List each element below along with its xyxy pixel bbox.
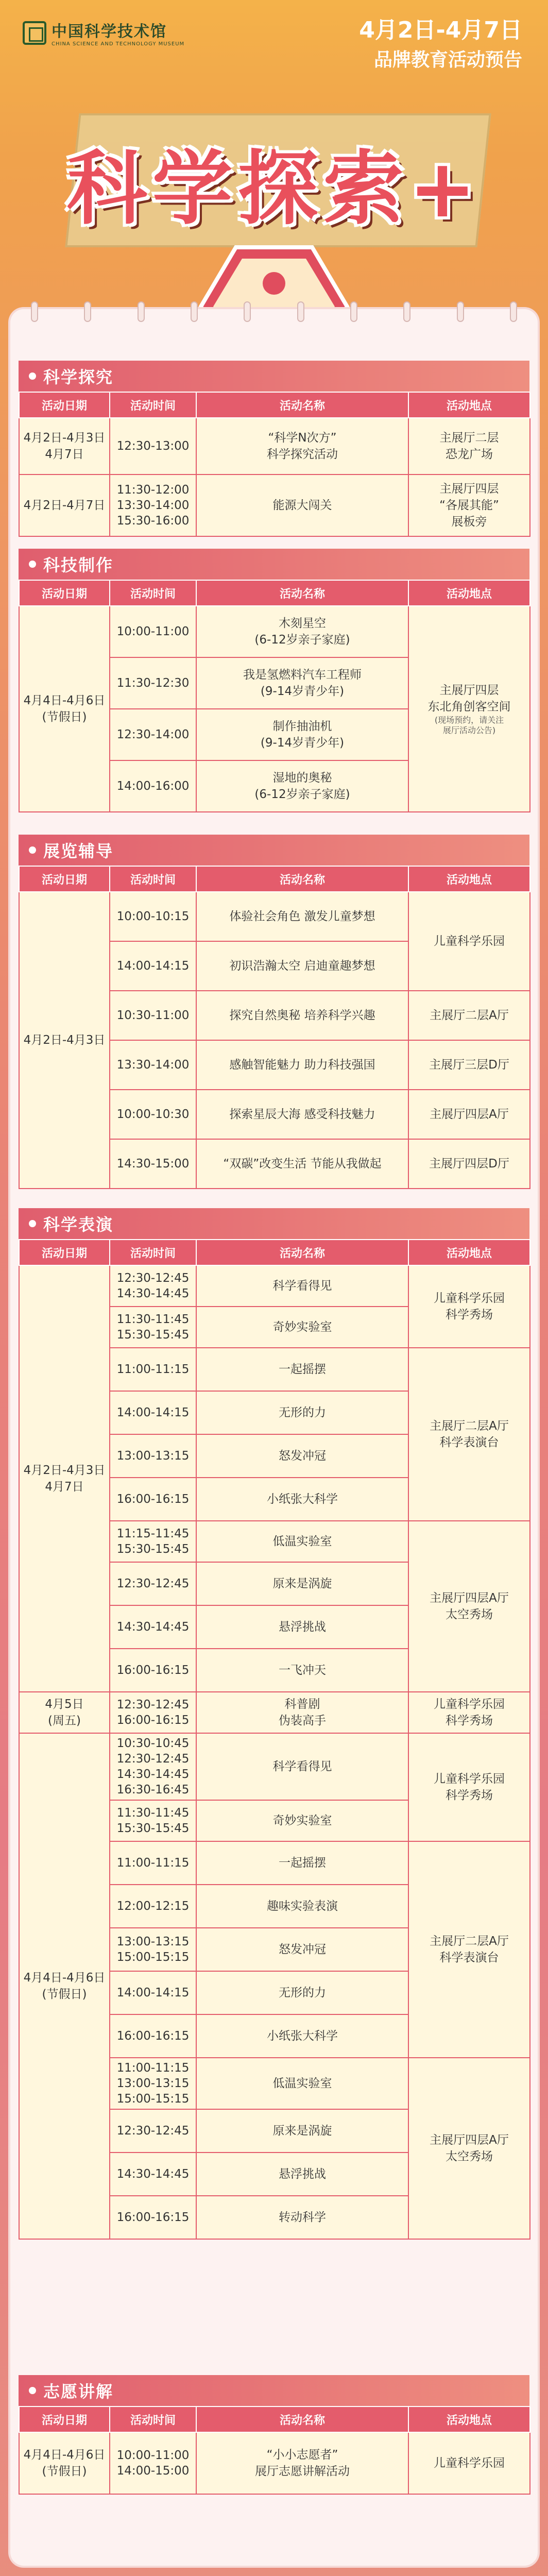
time-cell: 14:00-14:15	[110, 1971, 196, 2014]
place-cell: 主展厅四层D厅	[408, 1139, 530, 1189]
time-cell: 11:00-11:15 13:00-13:15 15:00-15:15	[110, 2058, 196, 2109]
time-cell: 12:30-12:45 16:00-16:15	[110, 1692, 196, 1733]
table-row	[19, 892, 530, 941]
bullet-icon	[29, 372, 36, 380]
date-cell: 4月4日-4月6日 (节假日)	[19, 1733, 110, 2239]
logo-subtext: CHINA SCIENCE AND TECHNOLOGY MUSEUM	[52, 41, 185, 47]
table-row	[19, 418, 530, 474]
column-header: 活动日期	[19, 866, 110, 892]
activity-cell: 低温实验室	[196, 2058, 408, 2109]
activity-cell: 奇妙实验室	[196, 1307, 408, 1348]
ring	[84, 301, 91, 322]
time-cell: 11:30-12:00 13:30-14:00 15:30-16:00	[110, 474, 196, 536]
section-header	[19, 2375, 529, 2406]
bullet-icon	[29, 1220, 36, 1227]
ring	[403, 301, 410, 322]
place-cell: 主展厅二层 恐龙广场	[408, 418, 530, 474]
time-cell: 14:30-14:45	[110, 1605, 196, 1649]
activity-cell: 体验社会角色 激发儿童梦想	[196, 892, 408, 941]
time-cell: 10:00-10:30	[110, 1090, 196, 1139]
binder-rings	[31, 301, 517, 322]
table-row	[19, 2432, 530, 2494]
activity-cell: 感触智能魅力 助力科技强国	[196, 1040, 408, 1090]
bullet-icon	[29, 561, 36, 568]
page-header	[0, 0, 548, 330]
ring	[510, 301, 517, 322]
activity-cell: 一起摇摆	[196, 1348, 408, 1391]
ring	[457, 301, 464, 322]
time-cell: 16:00-16:15	[110, 2196, 196, 2239]
activity-cell: 制作抽油机 (9-14岁青少年)	[196, 709, 408, 760]
column-header: 活动时间	[110, 580, 196, 606]
bullet-icon	[29, 846, 36, 854]
date-cell: 4月2日-4月7日	[19, 474, 110, 536]
time-cell: 14:00-16:00	[110, 760, 196, 812]
ring	[191, 301, 198, 322]
activity-cell: 科普剧 伪装高手	[196, 1692, 408, 1733]
table-header-row	[19, 866, 530, 892]
column-header: 活动日期	[19, 2406, 110, 2432]
place-cell: 主展厅三层D厅	[408, 1040, 530, 1090]
place-cell: 主展厅二层A厅	[408, 991, 530, 1040]
place-cell: 儿童科学乐园 科学秀场	[408, 1733, 530, 1841]
time-cell: 14:00-14:15	[110, 941, 196, 991]
column-header: 活动名称	[196, 1240, 408, 1265]
section-header	[19, 1208, 529, 1239]
date-cell: 4月4日-4月6日 (节假日)	[19, 606, 110, 812]
activity-cell: 一飞冲天	[196, 1649, 408, 1692]
table-row	[19, 1733, 530, 1800]
ring	[297, 301, 304, 322]
column-header: 活动地点	[408, 392, 530, 418]
activity-cell: 趣味实验表演	[196, 1885, 408, 1928]
column-header: 活动时间	[110, 1240, 196, 1265]
table-header-row	[19, 392, 530, 418]
section-header	[19, 549, 529, 580]
ring	[138, 301, 145, 322]
place-cell: 儿童科学乐园 科学秀场	[408, 1692, 530, 1733]
date-cell: 4月4日-4月6日 (节假日)	[19, 2432, 110, 2494]
column-header: 活动名称	[196, 866, 408, 892]
time-cell: 12:30-14:00	[110, 709, 196, 760]
time-cell: 11:15-11:45 15:30-15:45	[110, 1521, 196, 1562]
activity-cell: 木刻星空 (6-12岁亲子家庭)	[196, 606, 408, 657]
time-cell: 11:00-11:15	[110, 1841, 196, 1885]
section-title: 展览辅导	[43, 841, 114, 861]
time-cell: 14:00-14:15	[110, 1391, 196, 1434]
time-cell: 16:00-16:15	[110, 1649, 196, 1692]
time-cell: 10:00-10:15	[110, 892, 196, 941]
column-header: 活动名称	[196, 392, 408, 418]
time-cell: 13:30-14:00	[110, 1040, 196, 1090]
column-header: 活动时间	[110, 392, 196, 418]
place-cell: 主展厅二层A厅 科学表演台	[408, 1348, 530, 1521]
table-row	[19, 1265, 530, 1307]
time-cell: 12:00-12:15	[110, 1885, 196, 1928]
column-header: 活动地点	[408, 2406, 530, 2432]
activity-cell: 我是氢燃料汽车工程师 (9-14岁青少年)	[196, 657, 408, 709]
time-cell: 16:00-16:15	[110, 1478, 196, 1521]
section-header	[19, 361, 529, 392]
section-title: 科学表演	[43, 1215, 114, 1234]
section-title: 志愿讲解	[43, 2382, 114, 2401]
table-header-row	[19, 2406, 530, 2432]
date-cell: 4月5日 (周五)	[19, 1692, 110, 1733]
place-cell: 儿童科学乐园 科学秀场	[408, 1265, 530, 1348]
time-cell: 16:00-16:15	[110, 2014, 196, 2058]
time-cell: 13:00-13:15	[110, 1434, 196, 1478]
column-header: 活动地点	[408, 580, 530, 606]
place-note: (现场预约，请关注 展厅活动公告)	[434, 715, 504, 735]
logo-text: 中国科学技术馆	[52, 23, 167, 41]
activity-cell: “小小志愿者” 展厅志愿讲解活动	[196, 2432, 408, 2494]
place-cell: 主展厅四层 东北角创客空间 (现场预约，请关注 展厅活动公告)	[408, 606, 530, 812]
activity-cell: 小纸张大科学	[196, 2014, 408, 2058]
time-cell: 10:30-11:00	[110, 991, 196, 1040]
place-cell: 主展厅四层 “各展其能” 展板旁	[408, 474, 530, 536]
table-header-row	[19, 580, 530, 606]
activity-cell: 探究自然奥秘 培养科学兴趣	[196, 991, 408, 1040]
activity-cell: 悬浮挑战	[196, 1605, 408, 1649]
column-header: 活动名称	[196, 2406, 408, 2432]
activity-cell: 怒发冲冠	[196, 1928, 408, 1971]
column-header: 活动名称	[196, 580, 408, 606]
section-title: 科学探究	[43, 367, 114, 387]
column-header: 活动时间	[110, 866, 196, 892]
time-cell: 14:30-14:45	[110, 2153, 196, 2196]
table-row	[19, 606, 530, 657]
schedule-table	[19, 580, 530, 812]
subtitle: 品牌教育活动预告	[373, 49, 522, 71]
logo-icon	[23, 21, 46, 45]
activity-cell: 原来是涡旋	[196, 2109, 408, 2153]
place-cell: 儿童科学乐园	[408, 892, 530, 991]
date-cell: 4月2日-4月3日	[19, 892, 110, 1189]
column-header: 活动日期	[19, 392, 110, 418]
time-cell: 11:30-12:30	[110, 657, 196, 709]
activity-cell: “科学N次方” 科学探究活动	[196, 418, 408, 474]
activity-cell: 一起摇摆	[196, 1841, 408, 1885]
table-header-row	[19, 1240, 530, 1265]
activity-cell: 奇妙实验室	[196, 1800, 408, 1841]
place-cell: 主展厅二层A厅 科学表演台	[408, 1841, 530, 2058]
activity-cell: 无形的力	[196, 1971, 408, 2014]
activity-cell: 探索星辰大海 感受科技魅力	[196, 1090, 408, 1139]
table-row	[19, 474, 530, 536]
time-cell: 13:00-13:15 15:00-15:15	[110, 1928, 196, 1971]
time-cell: 12:30-12:45 14:30-14:45	[110, 1265, 196, 1307]
date-cell: 4月2日-4月3日 4月7日	[19, 418, 110, 474]
activity-cell: 初识浩瀚太空 启迪童趣梦想	[196, 941, 408, 991]
time-cell: 10:00-11:00	[110, 606, 196, 657]
time-cell: 10:00-11:00 14:00-15:00	[110, 2432, 196, 2494]
schedule-table	[19, 2406, 530, 2495]
column-header: 活动时间	[110, 2406, 196, 2432]
time-cell: 14:30-15:00	[110, 1139, 196, 1189]
section-title: 科技制作	[43, 555, 114, 575]
time-cell: 12:30-12:45	[110, 1562, 196, 1605]
column-header: 活动地点	[408, 866, 530, 892]
time-cell: 10:30-10:45 12:30-12:45 14:30-14:45 16:30-16:45	[110, 1733, 196, 1800]
activity-cell: 科学看得见	[196, 1733, 408, 1800]
table-row	[19, 1692, 530, 1733]
ring	[31, 301, 38, 322]
activity-cell: 小纸张大科学	[196, 1478, 408, 1521]
section-header	[19, 835, 529, 866]
activity-cell: 湿地的奥秘 (6-12岁亲子家庭)	[196, 760, 408, 812]
activity-cell: 科学看得见	[196, 1265, 408, 1307]
place-cell: 儿童科学乐园	[408, 2432, 530, 2494]
activity-cell: 怒发冲冠	[196, 1434, 408, 1478]
activity-cell: 转动科学	[196, 2196, 408, 2239]
schedule-table	[19, 866, 530, 1189]
activity-cell: 低温实验室	[196, 1521, 408, 1562]
place-cell: 主展厅四层A厅 太空秀场	[408, 1521, 530, 1692]
schedule-table	[19, 1239, 530, 2240]
ring	[350, 301, 357, 322]
activity-cell: 无形的力	[196, 1391, 408, 1434]
time-cell: 11:30-11:45 15:30-15:45	[110, 1307, 196, 1348]
activity-cell: 悬浮挑战	[196, 2153, 408, 2196]
time-cell: 12:30-12:45	[110, 2109, 196, 2153]
place-cell: 主展厅四层A厅 太空秀场	[408, 2058, 530, 2239]
activity-cell: 原来是涡旋	[196, 1562, 408, 1605]
column-header: 活动日期	[19, 580, 110, 606]
activity-cell: 能源大闯关	[196, 474, 408, 536]
place-cell: 主展厅四层A厅	[408, 1090, 530, 1139]
date-cell: 4月2日-4月3日 4月7日	[19, 1265, 110, 1692]
time-cell: 11:00-11:15	[110, 1348, 196, 1391]
activity-cell: “双碳”改变生活 节能从我做起	[196, 1139, 408, 1189]
column-header: 活动地点	[408, 1240, 530, 1265]
date-range: 4月2日-4月7日	[359, 17, 522, 43]
page-title: 科学探索+	[66, 142, 482, 235]
bullet-icon	[29, 2387, 36, 2394]
museum-logo	[23, 19, 184, 47]
column-header: 活动日期	[19, 1240, 110, 1265]
time-cell: 11:30-11:45 15:30-15:45	[110, 1800, 196, 1841]
ring	[244, 301, 251, 322]
schedule-table	[19, 392, 530, 537]
time-cell: 12:30-13:00	[110, 418, 196, 474]
